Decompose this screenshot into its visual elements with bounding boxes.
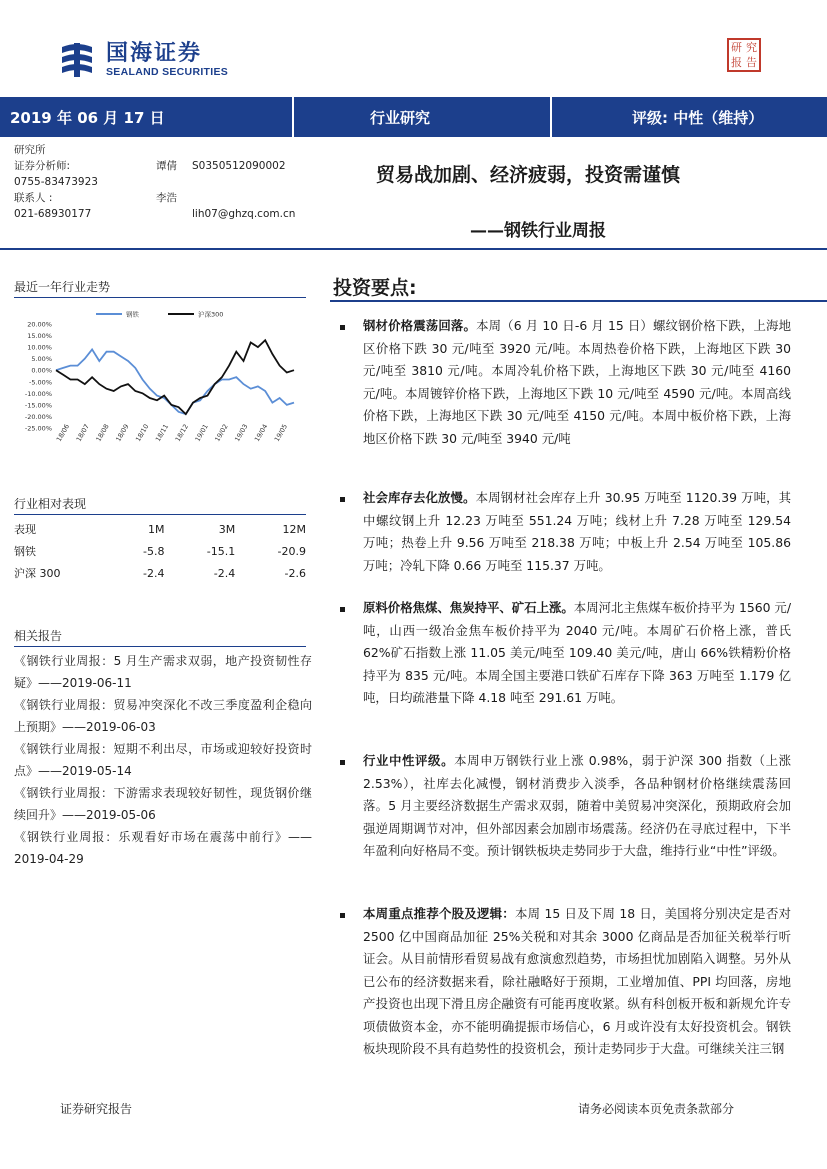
bullet-icon [340, 497, 345, 502]
x-tick-label: 18/10 [134, 422, 151, 443]
footer-disclaimer: 请务必阅读本页免责条款部分 [578, 1102, 735, 1116]
seal-char: 研 [731, 41, 742, 54]
x-tick-label: 19/04 [252, 422, 270, 443]
report-title: 贸易战加剧、经济疲弱，投资需谨慎 [376, 164, 681, 186]
table-header: 12M [282, 522, 306, 536]
research-seal [727, 38, 761, 72]
analyst-info [14, 142, 295, 222]
table-cell: -2.4 [213, 566, 236, 580]
point-text: 本周 15 日及下周 18 日，美国将分别决定是否对 2500 亿中国商品加征 25%关税和对其余 3000 亿商品是否加征关税举行听证会。从目前情形看贸易战有愈演愈烈趋势，市场担忧加剧陷入调整。另外从已公布的经济数据来看，除社融略好于预期，工业增加值、PPI 均回落，房地产投资也出现下滑且房企融资有可能再度收紧。纵有科创板开板和新规允许专项债做资本金，亦不能明确提振市场信心，6 月或许没有太好投资机会。钢铁板块现阶段不具有趋势性的投资机会，预计走势同步于大盘。可继续关注三钢 [363, 906, 792, 1056]
trend-title: 最近一年行业走势 [14, 280, 111, 294]
seal-char: 究 [746, 41, 757, 54]
related-reports [14, 650, 312, 870]
section-line [14, 297, 306, 298]
point-text: 本周河北主焦煤车板价持平为 1560 元/吨，山西一级冶金焦车板价持平为 2040 元/吨。本周矿石价格上涨，普氏 62%矿石指数上涨 11.05 美元/吨至 109.40 美元/吨，唐山 66%铁精粉价格持平为 835 元/吨。本周全国主要港口铁矿石库存下降 363 万吨至 1.179 亿吨，日均疏港量下降 4.18 吨至 291.61 万吨。 [363, 600, 791, 705]
y-tick-label: -15.00% [24, 401, 52, 410]
table-cell: -5.8 [143, 544, 165, 558]
x-tick-label: 18/11 [153, 422, 171, 443]
legend-label: 钢铁 [126, 310, 139, 319]
point-paragraph [363, 903, 791, 1061]
header-divider-line [0, 248, 827, 250]
report-subtitle: ——钢铁行业周报 [470, 221, 606, 241]
y-tick-label: 15.00% [27, 332, 52, 341]
y-tick-label: 20.00% [27, 320, 52, 329]
report-link[interactable]: 《钢铁行业周报：贸易冲突深化不改三季度盈利企稳向上预期》——2019-06-03 [14, 698, 312, 734]
table-cell: 钢铁 [14, 545, 36, 558]
point-paragraph [363, 750, 791, 863]
header-bar [0, 97, 827, 137]
x-tick-label: 19/01 [193, 422, 210, 443]
contact-label: 联系人 : [14, 192, 53, 204]
y-tick-label: -25.00% [24, 424, 52, 433]
bullet-icon [340, 607, 345, 612]
contact-name: 李浩 [156, 192, 177, 204]
y-tick-label: 5.00% [31, 355, 52, 364]
point-paragraph [363, 315, 791, 450]
x-tick-label: 18/07 [74, 422, 91, 443]
performance-table [14, 518, 306, 584]
x-tick-label: 18/08 [94, 422, 111, 443]
table-header: 3M [218, 522, 236, 536]
analyst-phone: 0755-83473923 [14, 176, 98, 188]
header-divider [550, 97, 552, 137]
table-cell: -2.4 [143, 566, 165, 580]
table-cell: 沪深 300 [14, 567, 61, 580]
table-row [14, 540, 306, 562]
point-text: 本周（6 月 10 日-6 月 15 日）螺纹钢价格下跌，上海地区价格下跌 30 元/吨至 3920 元/吨。本周热卷价格下跌，上海地区下跌 30 元/吨至 3810 元/吨。本周冷轧价格下跌，上海地区下跌 30 元/吨至 4160 元/吨。本周镀锌价格下跌，上海地区下跌 10 元/吨至 4590 元/吨。本周高线价格下跌，上海地区下跌 30 元/吨至 4150 元/吨。本周中板价格下跌，上海地区价格下跌 30 元/吨至 3940 元/吨 [363, 318, 792, 446]
table-header: 表现 [14, 523, 36, 536]
brand-name-cn: 国海证券 [106, 41, 203, 66]
x-tick-label: 18/12 [173, 422, 191, 443]
analyst-name: 谭倩 [156, 160, 177, 172]
x-tick-label: 19/03 [233, 422, 250, 443]
contact-email[interactable]: lih07@ghzq.com.cn [192, 208, 296, 220]
reports-title: 相关报告 [14, 629, 63, 643]
brand-logo [56, 38, 228, 82]
dept-label: 研究所 [14, 144, 46, 156]
table-cell: -2.6 [284, 566, 306, 580]
report-link[interactable]: 《钢铁行业周报：5 月生产需求双弱，地产投资韧性存疑》——2019-06-11 [14, 654, 312, 690]
section-line [14, 514, 306, 515]
analyst-label: 证券分析师: [14, 160, 71, 172]
table-header-row [14, 518, 306, 540]
trend-chart [12, 306, 304, 456]
point-text: 本周申万钢铁行业上涨 0.98%，弱于沪深 300 指数（上涨 2.53%），社库去化减慢，钢材消费步入淡季，各品种钢材价格继续震荡回落。5 月主要经济数据生产需求双弱，随着中美贸易冲突深化，预期政府会加强逆周期调节对冲，但外部因素会加剧市场震荡。经济仍在寻底过程中，下半年盈利向好格局不变。预计钢铁板块走势同步于大盘，维持行业“中性”评级。 [363, 753, 792, 858]
report-link[interactable]: 《钢铁行业周报：乐观看好市场在震荡中前行》——2019-04-29 [14, 830, 312, 866]
y-tick-label: 10.00% [27, 343, 52, 352]
report-type: 行业研究 [370, 108, 431, 127]
point-text: 本周钢材社会库存上升 30.95 万吨至 1120.39 万吨，其中螺纹钢上升 12.23 万吨至 551.24 万吨；线材上升 7.28 万吨至 129.54 万吨；热卷上升 9.56 万吨至 218.38 万吨；中板上升 2.54 万吨至 105.86 万吨；冷轧下降 0.66 万吨至 115.37 万吨。 [363, 490, 792, 573]
section-line [14, 646, 306, 647]
table-cell: -20.9 [277, 544, 306, 558]
header-divider [292, 97, 294, 137]
seal-char: 报 [731, 56, 742, 69]
series-line [56, 349, 294, 414]
bullet-icon [340, 913, 345, 918]
performance-title: 行业相对表现 [14, 497, 87, 511]
analyst-cert: S0350512090002 [192, 160, 286, 172]
report-date: 2019 年 06 月 17 日 [10, 108, 165, 127]
seal-char: 告 [746, 56, 757, 69]
x-tick-label: 19/05 [272, 422, 290, 443]
table-cell: -15.1 [206, 544, 236, 558]
points-line [330, 300, 827, 302]
point-lead: 社会库存去化放慢。 [363, 490, 476, 505]
y-tick-label: 0.00% [31, 366, 52, 375]
contact-phone: 021-68930177 [14, 208, 92, 220]
table-row [14, 562, 306, 584]
y-tick-label: -10.00% [24, 389, 52, 398]
point-paragraph [363, 487, 791, 577]
report-link[interactable]: 《钢铁行业周报：下游需求表现较好韧性，现货钢价继续回升》——2019-05-06 [14, 786, 312, 822]
brand-name-en: SEALAND SECURITIES [106, 66, 229, 78]
point-lead: 本周重点推荐个股及逻辑： [363, 906, 515, 921]
y-tick-label: -20.00% [24, 412, 52, 421]
bullet-icon [340, 325, 345, 330]
table-header: 1M [147, 522, 165, 536]
point-lead: 原料价格焦煤、焦炭持平、矿石上涨。 [363, 600, 574, 615]
legend-label: 沪深300 [198, 310, 224, 319]
x-tick-label: 18/06 [54, 422, 72, 443]
point-lead: 行业中性评级。 [363, 753, 455, 768]
x-tick-label: 19/02 [213, 422, 230, 443]
x-tick-label: 18/09 [114, 422, 131, 443]
report-rating: 评级: 中性（维持） [632, 108, 764, 127]
point-lead: 钢材价格震荡回落。 [363, 318, 477, 333]
report-link[interactable]: 《钢铁行业周报：短期不利出尽，市场或迎较好投资时点》——2019-05-14 [14, 742, 312, 778]
footer-left: 证券研究报告 [60, 1102, 133, 1116]
bullet-icon [340, 760, 345, 765]
points-title: 投资要点: [333, 277, 417, 299]
y-tick-label: -5.00% [29, 378, 52, 387]
sealand-logo-icon [56, 39, 98, 81]
point-paragraph [363, 597, 791, 710]
